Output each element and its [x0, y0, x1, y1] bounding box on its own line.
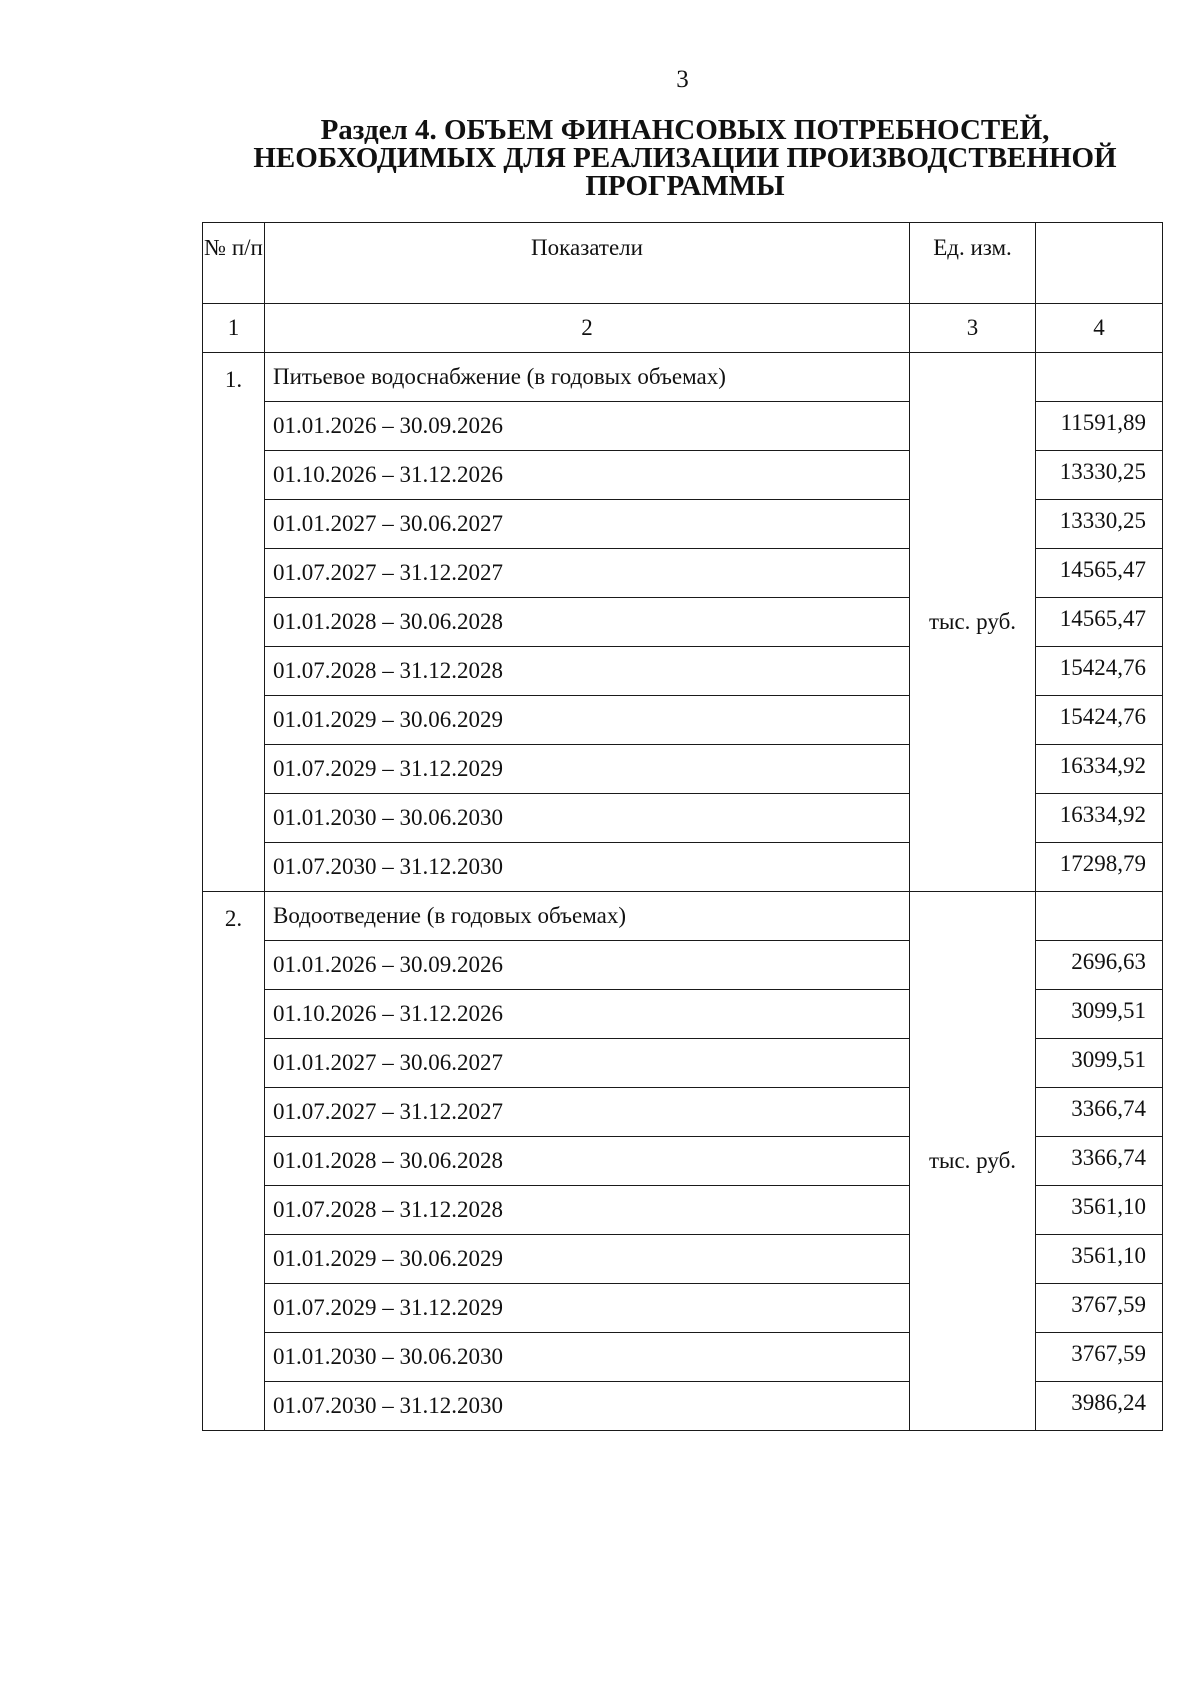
value-cell: 3099,51 [1036, 1039, 1163, 1088]
column-number-row [203, 304, 1163, 353]
value-cell: 3986,24 [1036, 1382, 1163, 1431]
period-label: 01.10.2026 – 31.12.2026 [265, 990, 910, 1039]
value-cell: 3366,74 [1036, 1088, 1163, 1137]
value-cell: 14565,47 [1036, 549, 1163, 598]
section-label: Водоотведение (в годовых объемах) [265, 892, 910, 941]
financial-needs-table [202, 222, 1163, 1431]
period-label: 01.01.2026 – 30.09.2026 [265, 402, 910, 451]
section-value-empty [1036, 353, 1163, 402]
period-label: 01.07.2029 – 31.12.2029 [265, 745, 910, 794]
value-cell: 3767,59 [1036, 1333, 1163, 1382]
period-label: 01.07.2027 – 31.12.2027 [265, 549, 910, 598]
period-label: 01.10.2026 – 31.12.2026 [265, 451, 910, 500]
value-cell: 3099,51 [1036, 990, 1163, 1039]
title-line: ПРОГРАММЫ [585, 170, 785, 202]
column-number: 1 [203, 304, 265, 353]
value-cell: 13330,25 [1036, 500, 1163, 549]
period-label: 01.01.2030 – 30.06.2030 [265, 794, 910, 843]
value-cell: 13330,25 [1036, 451, 1163, 500]
title-line: Раздел 4. ОБЪЕМ ФИНАНСОВЫХ ПОТРЕБНОСТЕЙ, [320, 114, 1050, 146]
value-cell: 3561,10 [1036, 1235, 1163, 1284]
period-label: 01.07.2030 – 31.12.2030 [265, 1382, 910, 1431]
value-cell: 3366,74 [1036, 1137, 1163, 1186]
value-cell: 15424,76 [1036, 696, 1163, 745]
period-label: 01.07.2030 – 31.12.2030 [265, 843, 910, 892]
period-label: 01.01.2027 – 30.06.2027 [265, 500, 910, 549]
period-label: 01.01.2029 – 30.06.2029 [265, 696, 910, 745]
header-row [203, 223, 1163, 304]
header-value [1036, 223, 1163, 304]
period-label: 01.01.2029 – 30.06.2029 [265, 1235, 910, 1284]
unit-cell: тыс. руб. [910, 353, 1036, 892]
section-number: 1. [203, 353, 265, 892]
value-cell: 15424,76 [1036, 647, 1163, 696]
value-cell: 2696,63 [1036, 941, 1163, 990]
page-number: 3 [676, 66, 689, 93]
value-cell: 11591,89 [1036, 402, 1163, 451]
value-cell: 3767,59 [1036, 1284, 1163, 1333]
title-line: НЕОБХОДИМЫХ ДЛЯ РЕАЛИЗАЦИИ ПРОИЗВОДСТВЕННОЙ [253, 142, 1117, 174]
section-row [203, 892, 1163, 941]
section-value-empty [1036, 892, 1163, 941]
period-label: 01.07.2029 – 31.12.2029 [265, 1284, 910, 1333]
header-unit: Ед. изм. [910, 223, 1036, 304]
period-label: 01.07.2027 – 31.12.2027 [265, 1088, 910, 1137]
period-label: 01.01.2027 – 30.06.2027 [265, 1039, 910, 1088]
period-label: 01.01.2028 – 30.06.2028 [265, 1137, 910, 1186]
header-indicator: Показатели [265, 223, 910, 304]
period-label: 01.01.2026 – 30.09.2026 [265, 941, 910, 990]
section-label: Питьевое водоснабжение (в годовых объемах) [265, 353, 910, 402]
section-title [250, 116, 1120, 200]
unit-cell: тыс. руб. [910, 892, 1036, 1431]
period-label: 01.01.2028 – 30.06.2028 [265, 598, 910, 647]
header-num: № п/п [203, 223, 265, 304]
column-number: 4 [1036, 304, 1163, 353]
value-cell: 16334,92 [1036, 794, 1163, 843]
column-number: 3 [910, 304, 1036, 353]
period-label: 01.07.2028 – 31.12.2028 [265, 1186, 910, 1235]
section-row [203, 353, 1163, 402]
table-body [203, 353, 1163, 1431]
value-cell: 16334,92 [1036, 745, 1163, 794]
period-label: 01.01.2030 – 30.06.2030 [265, 1333, 910, 1382]
value-cell: 14565,47 [1036, 598, 1163, 647]
section-number: 2. [203, 892, 265, 1431]
value-cell: 17298,79 [1036, 843, 1163, 892]
value-cell: 3561,10 [1036, 1186, 1163, 1235]
column-number: 2 [265, 304, 910, 353]
period-label: 01.07.2028 – 31.12.2028 [265, 647, 910, 696]
